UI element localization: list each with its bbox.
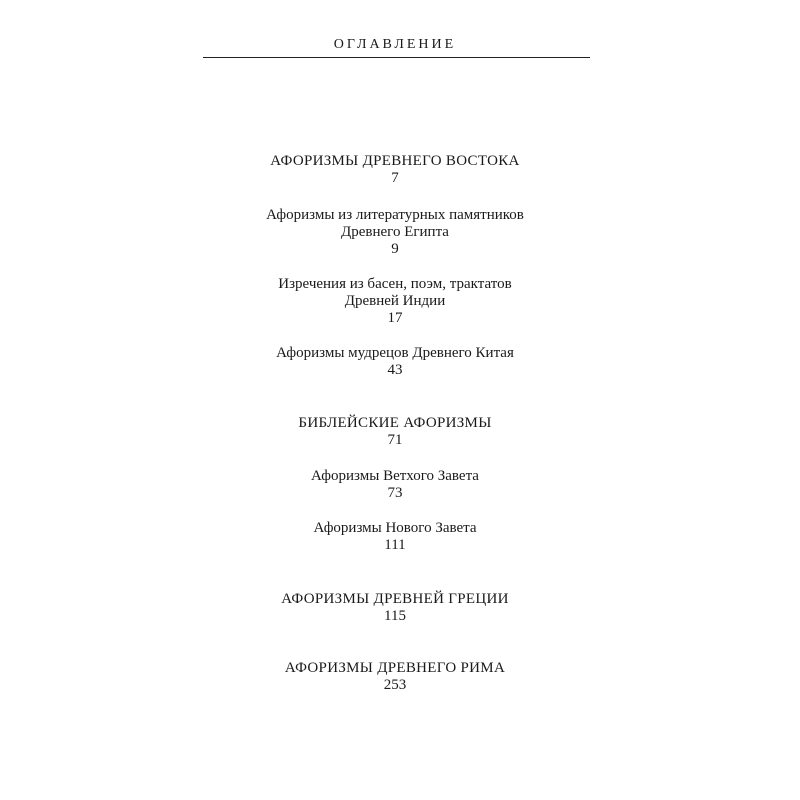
page-title: ОГЛАВЛЕНИЕ: [333, 37, 457, 52]
toc-entry[interactable]: [180, 468, 610, 502]
toc-entry-title: АФОРИЗМЫ ДРЕВНЕЙ ГРЕЦИИ: [281, 591, 509, 607]
toc-entry-page-number: 115: [384, 608, 406, 624]
toc-entry-title: Афоризмы Нового Завета: [313, 520, 477, 536]
toc-entry-page-number: 9: [391, 241, 399, 257]
toc-entry-title: Афоризмы из литературных памятников: [266, 207, 524, 223]
toc-entry-title: Афоризмы Ветхого Завета: [311, 468, 479, 484]
toc-entry[interactable]: [180, 153, 610, 187]
toc-entry[interactable]: [180, 415, 610, 449]
toc-entry[interactable]: [180, 591, 610, 625]
toc-entry-page-number: 71: [387, 432, 403, 448]
toc-entry-page-number: 7: [391, 170, 399, 186]
toc-entry-title: Афоризмы мудрецов Древнего Китая: [276, 345, 514, 361]
toc-entry-title-line-2: Древнего Египта: [341, 224, 449, 240]
toc-entry-title: БИБЛЕЙСКИЕ АФОРИЗМЫ: [298, 415, 492, 431]
toc-entry-title: АФОРИЗМЫ ДРЕВНЕГО РИМА: [284, 660, 506, 676]
toc-entry-page-number: 253: [383, 677, 407, 693]
toc-entry-page-number: 43: [387, 362, 403, 378]
toc-entry-title: Изречения из басен, поэм, трактатов: [278, 276, 512, 292]
header-rule: [203, 57, 590, 58]
toc-entry-page-number: 17: [387, 310, 403, 326]
toc-entry[interactable]: [180, 345, 610, 379]
toc-entry[interactable]: [180, 207, 610, 258]
toc-entry-title: АФОРИЗМЫ ДРЕВНЕГО ВОСТОКА: [270, 153, 520, 169]
toc-entry[interactable]: [180, 660, 610, 694]
toc-entry-title-line-2: Древней Индии: [344, 293, 446, 309]
toc-entry[interactable]: [180, 276, 610, 327]
toc-entry-page-number: 111: [384, 537, 406, 553]
toc-entry-page-number: 73: [387, 485, 403, 501]
toc-entry[interactable]: [180, 520, 610, 554]
